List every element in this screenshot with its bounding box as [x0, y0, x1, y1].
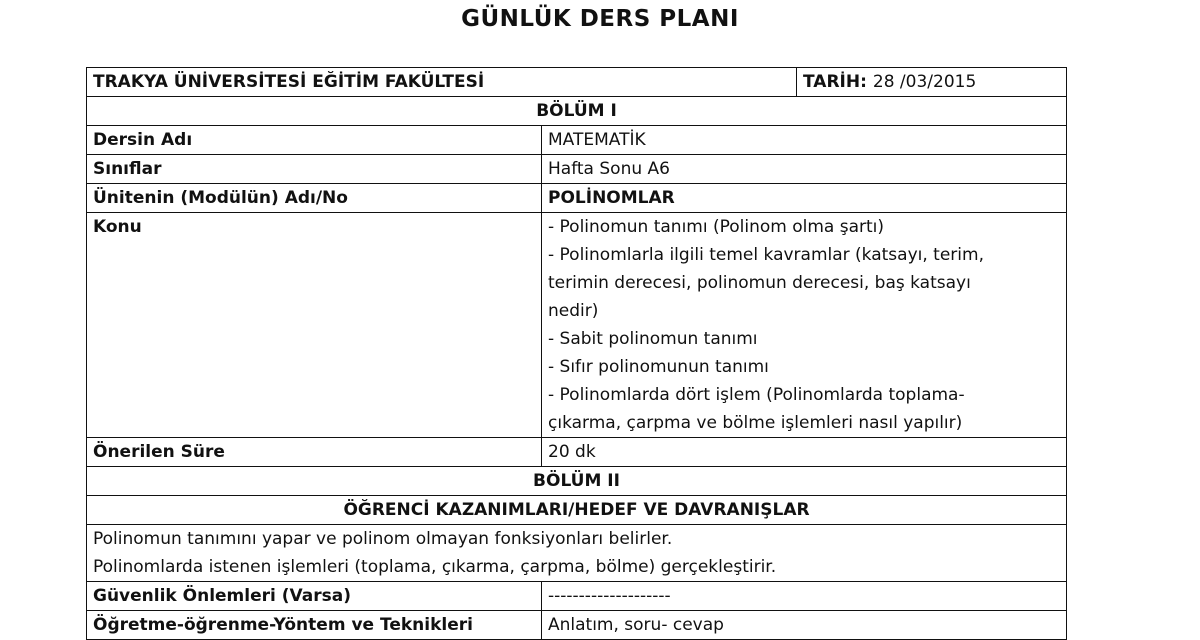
topic-line: - Polinomlarla ilgili temel kavramlar (katsayı, terim,	[548, 245, 984, 265]
date-value: 28 /03/2015	[872, 72, 977, 92]
table-row	[87, 126, 1067, 155]
row-value-classes: Hafta Sonu A6	[542, 155, 1067, 184]
row-label-course: Dersin Adı	[87, 126, 542, 155]
table-row-header	[87, 68, 1067, 97]
table-row-section1-heading	[87, 97, 1067, 126]
lesson-plan-table	[86, 67, 1067, 640]
table-row	[87, 582, 1067, 611]
section-heading-1: BÖLÜM I	[87, 97, 1067, 126]
topic-line: çıkarma, çarpma ve bölme işlemleri nasıl yapılır)	[548, 413, 963, 433]
topic-list	[542, 213, 1067, 438]
date-cell	[797, 68, 1067, 97]
table-row	[87, 184, 1067, 213]
objectives-list	[87, 525, 1067, 582]
objectives-heading: ÖĞRENCİ KAZANIMLARI/HEDEF VE DAVRANIŞLAR	[87, 496, 1067, 525]
table-row-objectives-heading	[87, 496, 1067, 525]
row-label-unit: Ünitenin (Modülün) Adı/No	[87, 184, 542, 213]
page-title: GÜNLÜK DERS PLANI	[461, 6, 739, 32]
section-heading-2: BÖLÜM II	[87, 467, 1067, 496]
row-value-duration: 20 dk	[542, 438, 1067, 467]
topic-line: - Sabit polinomun tanımı	[548, 329, 758, 349]
institution-name: TRAKYA ÜNİVERSİTESİ EĞİTİM FAKÜLTESİ	[87, 68, 797, 97]
row-value-unit: POLİNOMLAR	[542, 184, 1067, 213]
row-label-methods: Öğretme-öğrenme-Yöntem ve Teknikleri	[87, 611, 542, 640]
table-row-objectives	[87, 525, 1067, 582]
topic-line: - Sıfır polinomunun tanımı	[548, 357, 769, 377]
row-value-methods: Anlatım, soru- cevap	[542, 611, 1067, 640]
row-label-classes: Sınıflar	[87, 155, 542, 184]
objective-line: Polinomun tanımını yapar ve polinom olmayan fonksiyonları belirler.	[93, 529, 673, 549]
row-label-topic: Konu	[87, 213, 542, 438]
topic-line: - Polinomun tanımı (Polinom olma şartı)	[548, 217, 885, 237]
row-value-safety: --------------------	[542, 582, 1067, 611]
table-row	[87, 438, 1067, 467]
topic-line: - Polinomlarda dört işlem (Polinomlarda toplama-	[548, 385, 965, 405]
topic-line: terimin derecesi, polinomun derecesi, baş katsayı	[548, 273, 971, 293]
row-label-duration: Önerilen Süre	[87, 438, 542, 467]
table-row	[87, 155, 1067, 184]
topic-line: nedir)	[548, 301, 599, 321]
objective-line: Polinomlarda istenen işlemleri (toplama, çıkarma, çarpma, bölme) gerçekleştirir.	[93, 557, 777, 577]
date-label: TARİH:	[803, 72, 867, 92]
row-label-safety: Güvenlik Önlemleri (Varsa)	[87, 582, 542, 611]
row-value-course: MATEMATİK	[542, 126, 1067, 155]
table-row	[87, 611, 1067, 640]
table-row-section2-heading	[87, 467, 1067, 496]
table-row-topic	[87, 213, 1067, 438]
